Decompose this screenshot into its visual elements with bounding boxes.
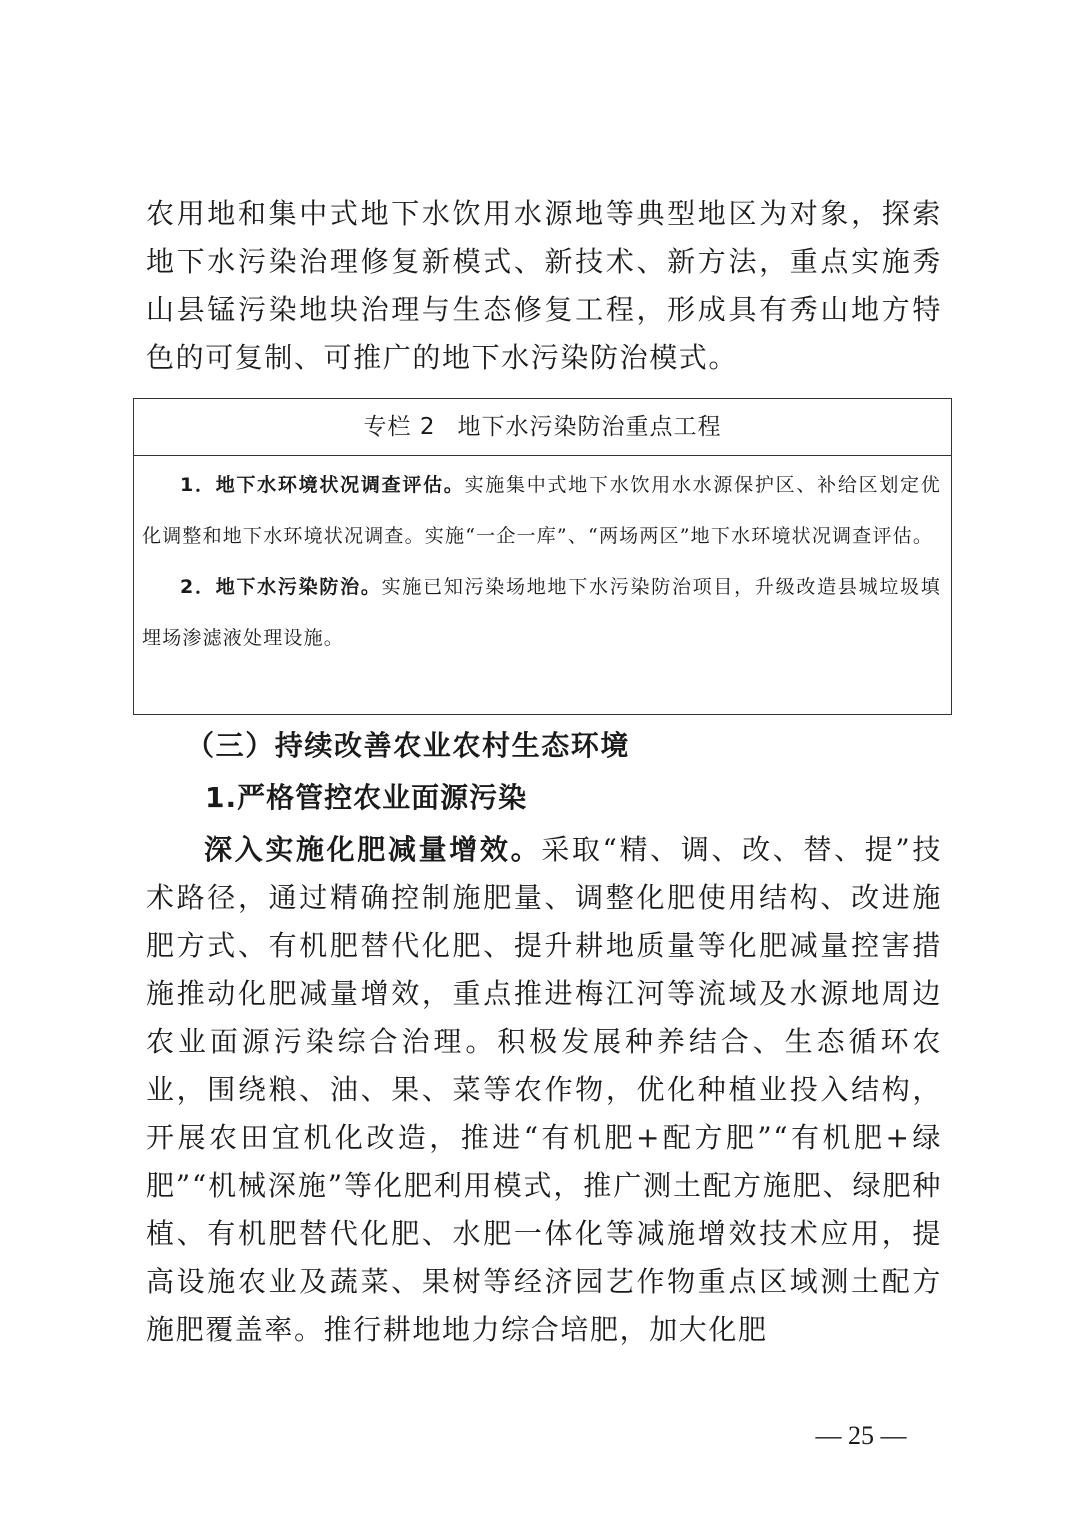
column-box-item xyxy=(134,562,951,664)
subsection-heading: 1.严格管控农业面源污染 xyxy=(205,781,528,814)
column-box-title-text: 地下水污染防治重点工程 xyxy=(457,414,722,440)
column-box-item-text: 实施集中式地下水饮用水水源保护区、补给区划定优化调整和地下水环境状况调查。实施“一企一库”、“两场两区”地下水环境状况调查评估。 xyxy=(142,474,941,547)
column-box-item-text: 实施已知污染场地地下水污染防治项目，升级改造县城垃圾填埋场渗滤液处理设施。 xyxy=(142,576,941,649)
main-paragraph-text: 采取“精、调、改、替、提”技术路径，通过精确控制施肥量、调整化肥使用结构、改进施肥方式、有机肥替代化肥、提升耕地质量等化肥减量控害措施推动化肥减量增效，重点推进梅江河等流域及水源地周边农业面源污染综合治理。积极发展种养结合、生态循环农业，围绕粮、油、果、菜等农作物，优化种植业投入结构，开展农田宜机化改造，推进“有机肥+配方肥”“有机肥+绿肥”“机械深施”等化肥利用模式，推广测土配方施肥、绿肥种植、有机肥替代化肥、水肥一体化等减施增效技术应用，提高设施农业及蔬菜、果树等经济园艺作物重点区域测土配方施肥覆盖率。推行耕地地力综合培肥，加大化肥 xyxy=(146,833,943,1346)
main-paragraph xyxy=(146,826,942,1354)
intro-paragraph: 农用地和集中式地下水饮用水源地等典型地区为对象，探索地下水污染治理修复新模式、新技术、新方法，重点实施秀山县锰污染地块治理与生态修复工程，形成具有秀山地方特色的可复制、可推广的地下水污染防治模式。 xyxy=(146,197,942,374)
column-box-title xyxy=(134,399,951,456)
page-number: — 25 — xyxy=(815,1421,907,1450)
main-paragraph-lead: 深入实施化肥减量增效。 xyxy=(204,833,542,866)
column-box-item xyxy=(134,460,951,562)
section-heading: （三）持续改善农业农村生态环境 xyxy=(186,729,631,762)
column-box-number: 专栏 2 xyxy=(363,414,436,440)
column-box-item-heading: 1．地下水环境状况调查评估。 xyxy=(180,474,465,496)
column-box xyxy=(133,398,952,715)
column-box-item-heading: 2．地下水污染防治。 xyxy=(180,576,382,598)
